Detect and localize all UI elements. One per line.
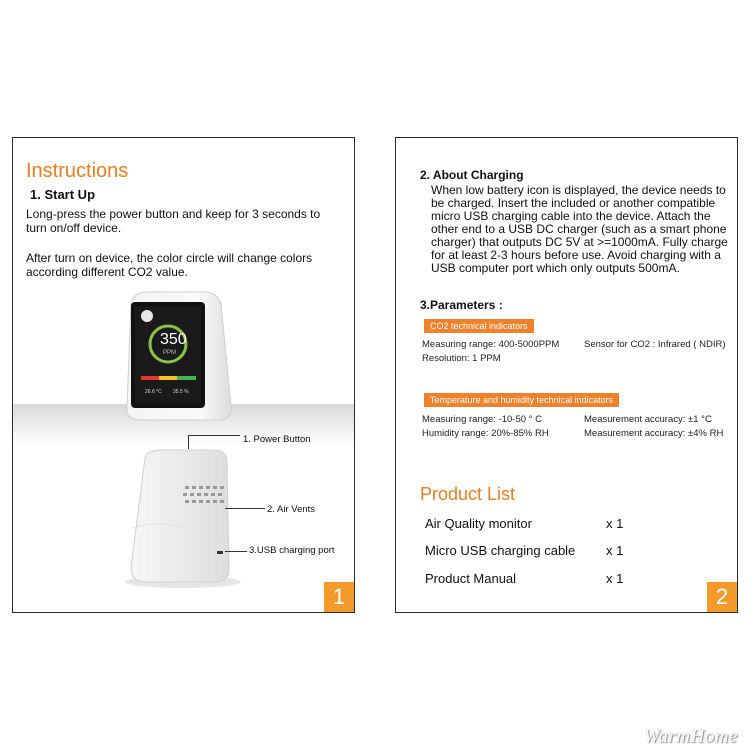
screen-unit: PPM [163,350,177,356]
charging-heading: 2. About Charging [420,168,524,182]
charging-line-5: charger) that outputs DC 5V at >=1000mA. Fully charge [431,235,728,249]
air-vents-callout: 2. Air Vents [267,504,316,515]
charging-line-7: USB computer port which only outputs 500mA. [431,261,680,275]
product-item-name: Product Manual [425,571,517,586]
charging-line-2: be charged. Insert the included or another compatible [431,196,716,210]
power-callout-line [188,435,240,436]
product-item-name: Micro USB charging cable [425,543,576,558]
power-button-callout: 1. Power Button [243,434,311,445]
power-callout-leader [188,435,189,449]
start-up-heading: 1. Start Up [30,187,96,202]
product-list-title: Product List [420,484,516,504]
color-circle-text-line2: according different CO2 value. [26,265,188,279]
color-circle-text-line1: After turn on device, the color circle will change colors [26,251,313,265]
page-number-badge: 2 [707,582,737,612]
usb-port-callout: 3.USB charging port [249,545,335,556]
usb-callout-line [225,551,247,552]
co2-indicators-tag: CO2 technical indicators [424,319,534,333]
vents-callout-line [225,508,265,509]
charging-line-4: other end to a USB DC charger (such as a smart phone [431,222,727,236]
co2-sensor: Sensor for CO2 : Infrared ( NDIR) [584,339,726,350]
instructions-page-1 [12,137,355,613]
humidity-accuracy: Measurement accuracy: ±4% RH [584,428,724,439]
product-item-name: Air Quality monitor [425,516,532,531]
product-item-qty: x 1 [606,516,624,531]
device-back-image [13,438,354,613]
screen-temperature: 26.6 °C [145,389,162,395]
temp-measuring-range: Measuring range: -10-50 ° C [422,414,542,425]
parameters-heading: 3.Parameters : [420,298,503,312]
co2-resolution: Resolution: 1 PPM [422,353,501,364]
humidity-range: Humidity range: 20%-85% RH [422,428,549,439]
start-up-text-line1: Long-press the power button and keep for 3 seconds to [26,207,321,221]
temp-humidity-indicators-tag: Temperature and humidity technical indicators [424,393,619,407]
instructions-page-2 [395,137,738,613]
start-up-text-line2: turn on/off device. [26,221,122,235]
co2-measuring-range: Measuring range: 400-5000PPM [422,339,560,350]
temp-accuracy: Measurement accuracy: ±1 °C [584,414,712,425]
device-front-image [13,286,354,446]
product-item-qty: x 1 [606,543,624,558]
charging-line-1: When low battery icon is displayed, the device needs to [431,183,726,197]
charging-line-3: micro USB charging cable into the device. Attach the [431,209,711,223]
screen-co2-value: 350 [160,331,187,348]
watermark-logo: WarmHome [643,726,738,747]
product-item-qty: x 1 [606,571,624,586]
instructions-title: Instructions [26,160,129,182]
charging-line-6: for at least 2-3 hours before use. Avoid charging with a [431,248,721,262]
page-number-badge: 1 [324,582,354,612]
screen-humidity: 35.5 % [173,389,189,395]
